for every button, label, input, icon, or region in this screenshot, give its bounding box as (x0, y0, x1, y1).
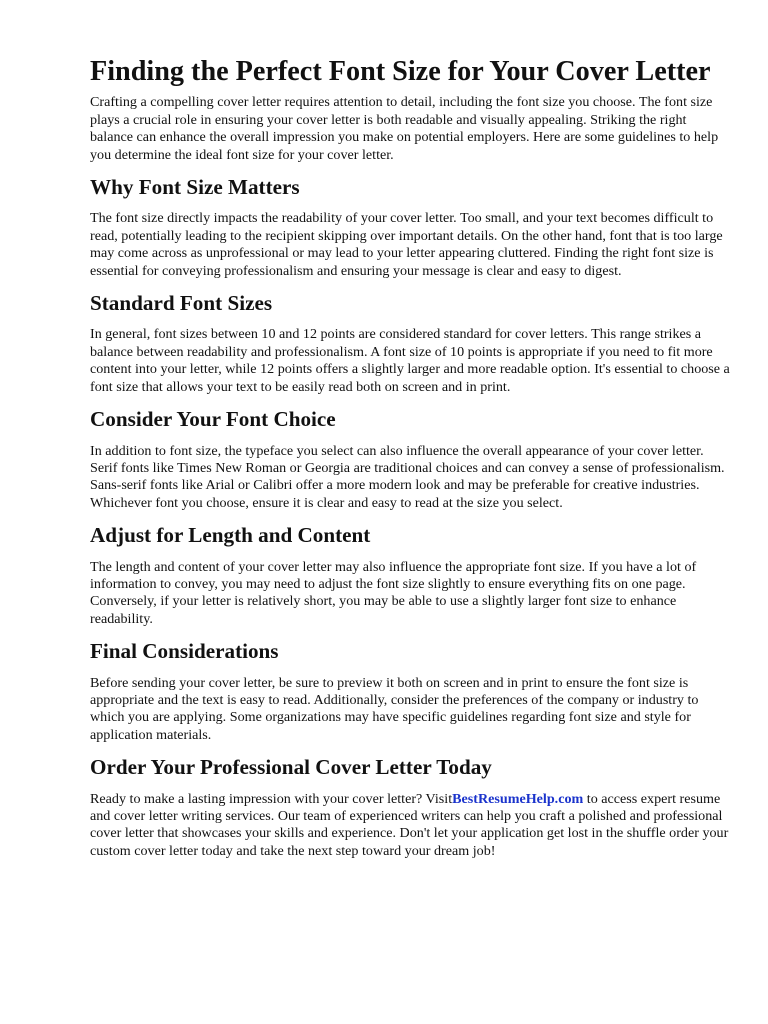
section-heading-final-considerations: Final Considerations (90, 639, 279, 664)
cta-paragraph (90, 791, 730, 861)
section-body-why-font-size: The font size directly impacts the readability of your cover letter. Too small, and your text becomes difficult to read, potentially leading to the recipient skipping over important details. On the other hand, font that is too large may come across as unprofessional or may lead to your letter appearing cluttered. Finding the right font size is essential for conveying professionalism and ensuring your message is clear and easy to digest. (90, 210, 723, 279)
section-body-standard-sizes: In general, font sizes between 10 and 12 points are considered standard for cover letters. This range strikes a balance between readability and professionalism. A font size of 10 points is appropriate if you need to fit more content into your letter, while 12 points offers a slightly larger and more readable option. It's essential to choose a font size that allows your text to be easily read both on screen and in print. (90, 326, 730, 395)
cta-text-before-link: Ready to make a lasting impression with your cover letter? Visit (90, 790, 453, 807)
cta-text-after-link: to access expert resume and cover letter writing services. Our team of experienced writers can help you craft a polished and professional cover letter that showcases your skills and experience. Don't let your application get lost in the shuffle order your custom cover letter today and take the next step toward your dream job! (90, 790, 729, 859)
section-body-length-content: The length and content of your cover letter may also influence the appropriate font size. If you have a lot of information to convey, you may need to adjust the font size slightly to ensure everything fits on one page. Conversely, if your letter is relatively short, you may be able to use a slightly larger font size to enhance readability. (90, 558, 697, 627)
section-heading-length-content: Adjust for Length and Content (90, 523, 371, 548)
bestresumehelp-link[interactable]: BestResumeHelp.com (452, 790, 584, 807)
section-heading-font-choice: Consider Your Font Choice (90, 407, 336, 432)
section-body-font-choice: In addition to font size, the typeface you select can also influence the overall appearance of your cover letter. Serif fonts like Times New Roman or Georgia are traditional choices and can convey a sense of professionalism. Sans-serif fonts like Arial or Calibri offer a more modern look and may be preferable for creative industries. Whichever font you choose, ensure it is clear and easy to read at the size you select. (90, 442, 725, 511)
intro-paragraph: Crafting a compelling cover letter requires attention to detail, including the font size you choose. The font size plays a crucial role in ensuring your cover letter is both readable and visually appealing. Striking the right balance can enhance the overall impression you make on potential employers. Here are some guidelines to help you determine the ideal font size for your cover letter. (90, 94, 719, 163)
section-heading-why-font-size: Why Font Size Matters (90, 175, 300, 200)
document-title: Finding the Perfect Font Size for Your Cover Letter (90, 56, 711, 87)
cta-heading: Order Your Professional Cover Letter Today (90, 755, 492, 780)
document-page (90, 57, 730, 860)
section-heading-standard-sizes: Standard Font Sizes (90, 291, 273, 316)
section-body-final-considerations: Before sending your cover letter, be sure to preview it both on screen and in print to ensure the font size is appropriate and the text is easy to read. Additionally, consider the preferences of the company or industry to which you are applying. Some organizations may have specific guidelines regarding font size and style for application materials. (90, 674, 699, 743)
